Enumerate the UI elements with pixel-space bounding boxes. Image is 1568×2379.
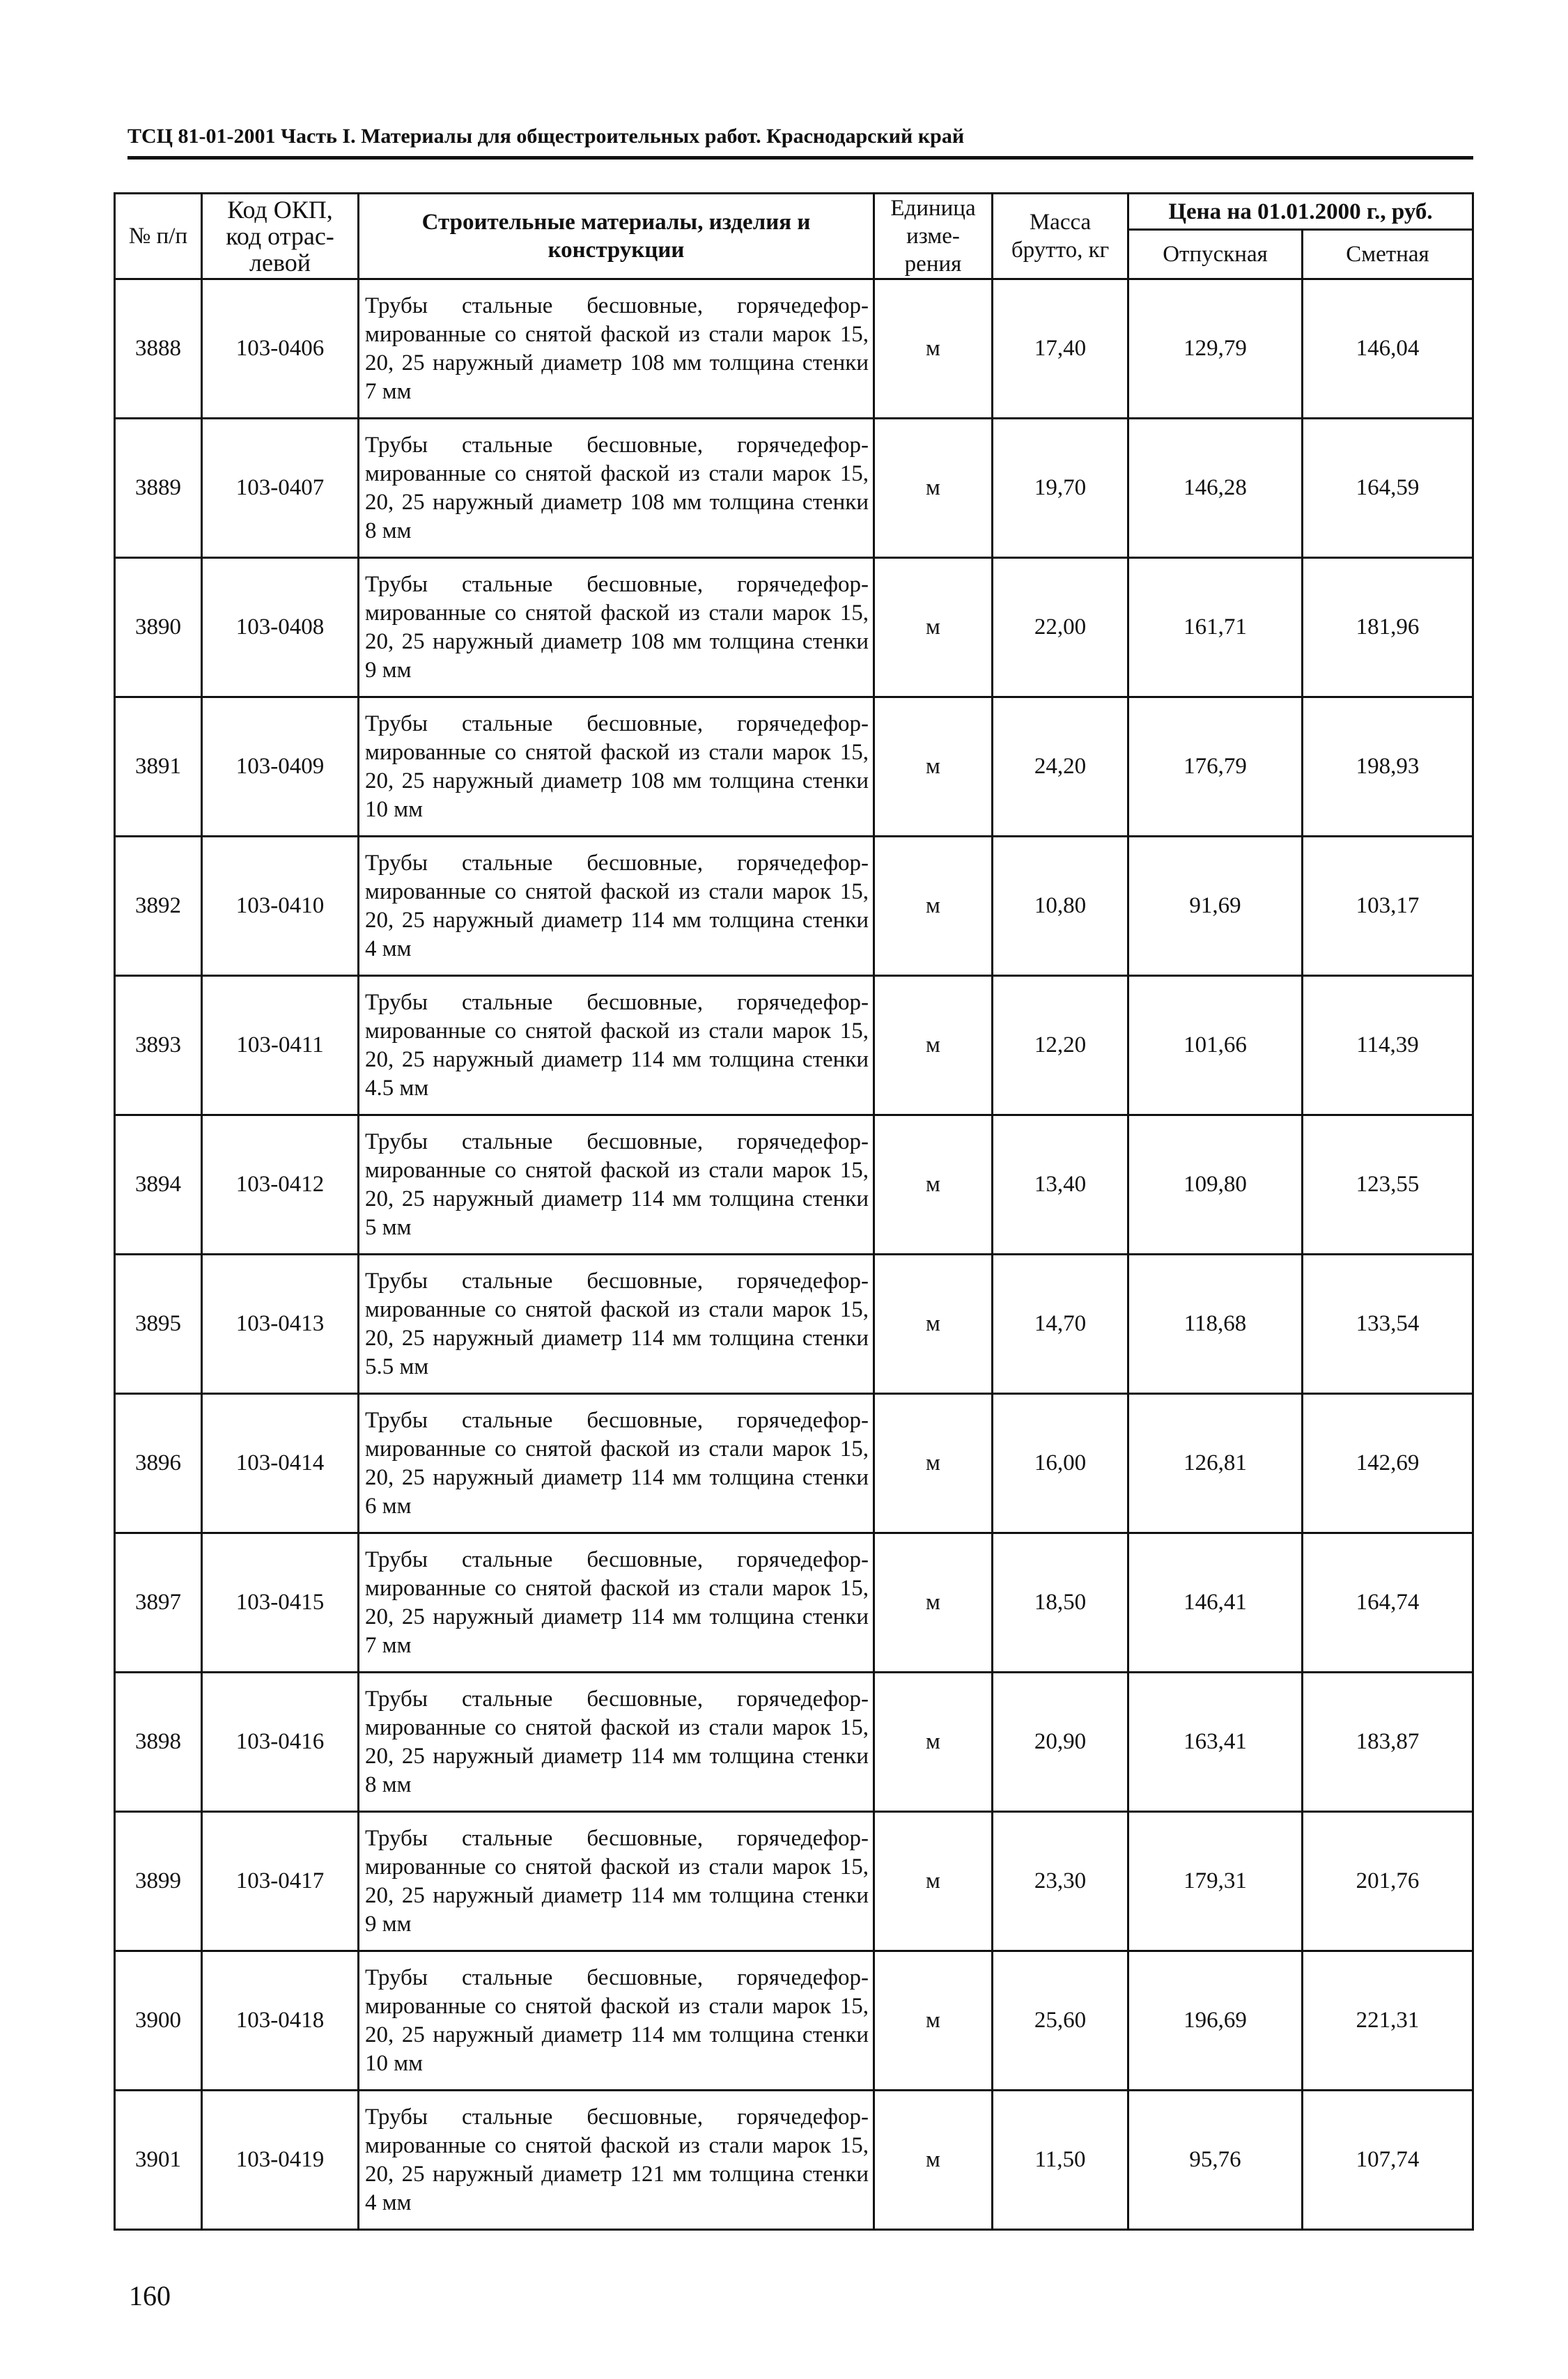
header-row-top [115, 194, 1473, 230]
cell-mass: 23,30 [993, 1812, 1128, 1951]
cell-unit: м [874, 1533, 993, 1673]
table-row [115, 837, 1473, 976]
cell-mass: 25,60 [993, 1951, 1128, 2091]
cell-price-estimate: 142,69 [1303, 1394, 1473, 1533]
cell-description: Трубы стальные бесшовные, горячедеформированные со снятой фаской из стали марок 15, 20, 25 наружный диаметр 114 мм толщина стенки 8 мм [359, 1673, 874, 1812]
cell-code: 103-0414 [202, 1394, 359, 1533]
header-price-group: Цена на 01.01.2000 г., руб. [1128, 194, 1473, 230]
cell-mass: 17,40 [993, 279, 1128, 419]
cell-unit: м [874, 837, 993, 976]
cell-price-estimate: 103,17 [1303, 837, 1473, 976]
cell-mass: 11,50 [993, 2091, 1128, 2230]
cell-unit: м [874, 1115, 993, 1255]
cell-price-release: 146,28 [1128, 419, 1303, 558]
cell-price-estimate: 133,54 [1303, 1255, 1473, 1394]
cell-code: 103-0412 [202, 1115, 359, 1255]
cell-num: 3898 [115, 1673, 202, 1812]
cell-description: Трубы стальные бесшовные, горячедеформированные со снятой фаской из стали марок 15, 20, 25 наружный диаметр 114 мм толщина стенки 4.5 мм [359, 976, 874, 1115]
table-row [115, 1533, 1473, 1673]
table-row [115, 1394, 1473, 1533]
cell-num: 3899 [115, 1812, 202, 1951]
cell-unit: м [874, 1673, 993, 1812]
cell-description: Трубы стальные бесшовные, горячедеформированные со снятой фаской из стали марок 15, 20, 25 наружный диаметр 114 мм толщина стенки 7 мм [359, 1533, 874, 1673]
cell-mass: 22,00 [993, 558, 1128, 697]
cell-mass: 16,00 [993, 1394, 1128, 1533]
header-price-estimate: Сметная [1303, 230, 1473, 279]
cell-unit: м [874, 976, 993, 1115]
cell-mass: 14,70 [993, 1255, 1128, 1394]
table-row [115, 2091, 1473, 2230]
cell-price-release: 109,80 [1128, 1115, 1303, 1255]
cell-code: 103-0409 [202, 697, 359, 837]
cell-price-estimate: 114,39 [1303, 976, 1473, 1115]
cell-mass: 12,20 [993, 976, 1128, 1115]
table-row [115, 279, 1473, 419]
header-rule [127, 156, 1473, 160]
cell-price-estimate: 183,87 [1303, 1673, 1473, 1812]
cell-unit: м [874, 279, 993, 419]
cell-mass: 10,80 [993, 837, 1128, 976]
cell-num: 3900 [115, 1951, 202, 2091]
table-row [115, 1951, 1473, 2091]
page-number: 160 [129, 2280, 171, 2311]
header-name: Строительные материалы, изделия и конструкции [359, 194, 874, 279]
table-header [115, 194, 1473, 279]
cell-code: 103-0407 [202, 419, 359, 558]
cell-price-release: 146,41 [1128, 1533, 1303, 1673]
table-row [115, 1115, 1473, 1255]
table-row [115, 976, 1473, 1115]
cell-num: 3894 [115, 1115, 202, 1255]
header-mass: Масса брутто, кг [993, 194, 1128, 279]
cell-code: 103-0419 [202, 2091, 359, 2230]
cell-description: Трубы стальные бесшовные, горячедеформированные со снятой фаской из стали марок 15, 20, 25 наружный диаметр 108 мм толщина стенки 9 мм [359, 558, 874, 697]
cell-price-estimate: 221,31 [1303, 1951, 1473, 2091]
cell-price-release: 101,66 [1128, 976, 1303, 1115]
cell-description: Трубы стальные бесшовные, горячедеформированные со снятой фаской из стали марок 15, 20, 25 наружный диаметр 114 мм толщина стенки 10 мм [359, 1951, 874, 2091]
cell-num: 3897 [115, 1533, 202, 1673]
cell-description: Трубы стальные бесшовные, горячедеформированные со снятой фаской из стали марок 15, 20, 25 наружный диаметр 114 мм толщина стенки 5.5 мм [359, 1255, 874, 1394]
cell-price-release: 163,41 [1128, 1673, 1303, 1812]
cell-num: 3892 [115, 837, 202, 976]
cell-price-release: 176,79 [1128, 697, 1303, 837]
cell-description: Трубы стальные бесшовные, горячедеформированные со снятой фаской из стали марок 15, 20, 25 наружный диаметр 108 мм толщина стенки 8 мм [359, 419, 874, 558]
cell-price-release: 196,69 [1128, 1951, 1303, 2091]
cell-unit: м [874, 1255, 993, 1394]
cell-code: 103-0406 [202, 279, 359, 419]
cell-price-release: 179,31 [1128, 1812, 1303, 1951]
header-code: Код ОКП, код отрас- левой [202, 194, 359, 279]
cell-price-estimate: 201,76 [1303, 1812, 1473, 1951]
header-num: № п/п [115, 194, 202, 279]
cell-code: 103-0413 [202, 1255, 359, 1394]
cell-mass: 18,50 [993, 1533, 1128, 1673]
cell-code: 103-0418 [202, 1951, 359, 2091]
cell-price-estimate: 164,74 [1303, 1533, 1473, 1673]
cell-description: Трубы стальные бесшовные, горячедеформированные со снятой фаской из стали марок 15, 20, 25 наружный диаметр 114 мм толщина стенки 5 мм [359, 1115, 874, 1255]
cell-price-release: 129,79 [1128, 279, 1303, 419]
cell-unit: м [874, 1394, 993, 1533]
table-row [115, 697, 1473, 837]
cell-num: 3901 [115, 2091, 202, 2230]
header-unit: Единица изме- рения [874, 194, 993, 279]
cell-description: Трубы стальные бесшовные, горячедеформированные со снятой фаской из стали марок 15, 20, 25 наружный диаметр 121 мм толщина стенки 4 мм [359, 2091, 874, 2230]
cell-code: 103-0410 [202, 837, 359, 976]
table-row [115, 419, 1473, 558]
cell-mass: 24,20 [993, 697, 1128, 837]
cell-price-estimate: 107,74 [1303, 2091, 1473, 2230]
cell-mass: 20,90 [993, 1673, 1128, 1812]
cell-num: 3895 [115, 1255, 202, 1394]
cell-description: Трубы стальные бесшовные, горячедеформированные со снятой фаской из стали марок 15, 20, 25 наружный диаметр 108 мм толщина стенки 10 мм [359, 697, 874, 837]
cell-unit: м [874, 558, 993, 697]
cell-num: 3893 [115, 976, 202, 1115]
cell-unit: м [874, 1812, 993, 1951]
cell-code: 103-0416 [202, 1673, 359, 1812]
cell-price-release: 91,69 [1128, 837, 1303, 976]
cell-description: Трубы стальные бесшовные, горячедеформированные со снятой фаской из стали марок 15, 20, 25 наружный диаметр 114 мм толщина стенки 9 мм [359, 1812, 874, 1951]
cell-mass: 19,70 [993, 419, 1128, 558]
table-body [115, 279, 1473, 2230]
cell-price-release: 161,71 [1128, 558, 1303, 697]
cell-description: Трубы стальные бесшовные, горячедеформированные со снятой фаской из стали марок 15, 20, 25 наружный диаметр 114 мм толщина стенки 6 мм [359, 1394, 874, 1533]
cell-code: 103-0415 [202, 1533, 359, 1673]
cell-code: 103-0417 [202, 1812, 359, 1951]
cell-price-release: 126,81 [1128, 1394, 1303, 1533]
cell-unit: м [874, 419, 993, 558]
cell-num: 3891 [115, 697, 202, 837]
table-row [115, 558, 1473, 697]
cell-num: 3889 [115, 419, 202, 558]
cell-price-release: 118,68 [1128, 1255, 1303, 1394]
cell-unit: м [874, 1951, 993, 2091]
header-price-release: Отпускная [1128, 230, 1303, 279]
cell-unit: м [874, 697, 993, 837]
cell-price-estimate: 198,93 [1303, 697, 1473, 837]
cell-code: 103-0408 [202, 558, 359, 697]
cell-num: 3888 [115, 279, 202, 419]
table-row [115, 1673, 1473, 1812]
materials-price-table [114, 192, 1474, 2231]
cell-price-estimate: 123,55 [1303, 1115, 1473, 1255]
cell-description: Трубы стальные бесшовные, горячедеформированные со снятой фаской из стали марок 15, 20, 25 наружный диаметр 108 мм толщина стенки 7 мм [359, 279, 874, 419]
cell-code: 103-0411 [202, 976, 359, 1115]
cell-price-estimate: 146,04 [1303, 279, 1473, 419]
page-header-title: ТСЦ 81-01-2001 Часть I. Материалы для общестроительных работ. Краснодарский край [127, 125, 965, 148]
cell-price-estimate: 181,96 [1303, 558, 1473, 697]
table-row [115, 1255, 1473, 1394]
cell-mass: 13,40 [993, 1115, 1128, 1255]
table-row [115, 1812, 1473, 1951]
cell-price-release: 95,76 [1128, 2091, 1303, 2230]
cell-unit: м [874, 2091, 993, 2230]
cell-num: 3890 [115, 558, 202, 697]
cell-description: Трубы стальные бесшовные, горячедеформированные со снятой фаской из стали марок 15, 20, 25 наружный диаметр 114 мм толщина стенки 4 мм [359, 837, 874, 976]
cell-num: 3896 [115, 1394, 202, 1533]
cell-price-estimate: 164,59 [1303, 419, 1473, 558]
